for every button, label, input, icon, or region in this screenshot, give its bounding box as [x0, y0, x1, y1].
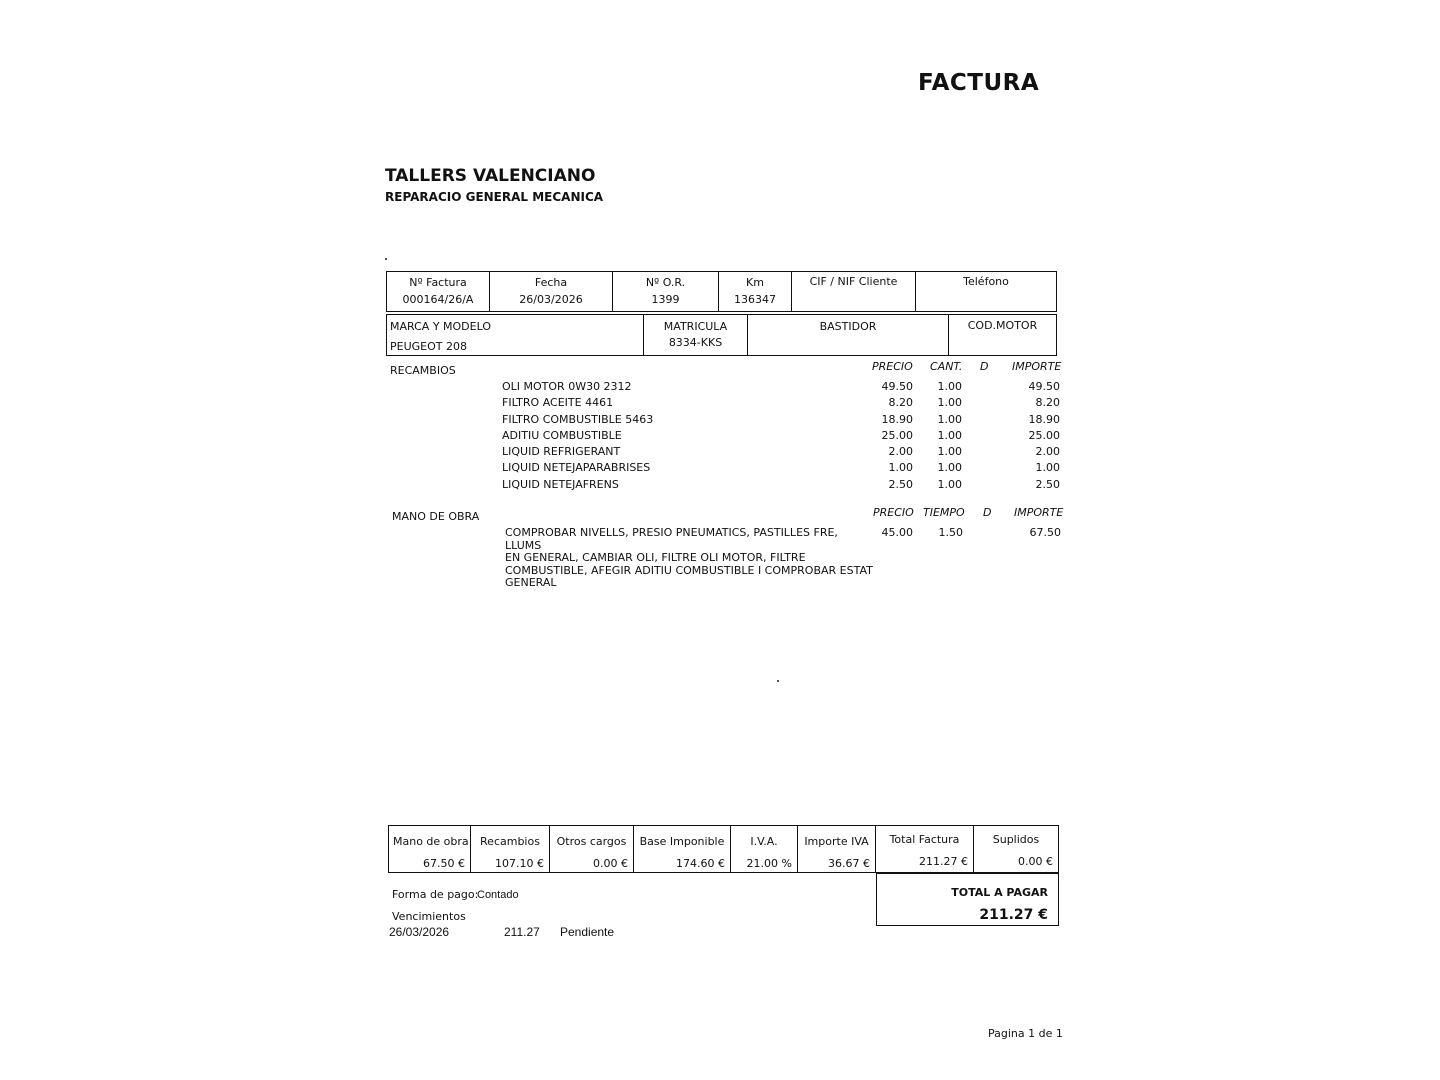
vehicle-model-label: MARCA Y MODELO — [390, 320, 491, 333]
payment-method-value: Contado — [477, 889, 519, 901]
parts-col-qty: CANT. — [930, 360, 963, 373]
totals-cell-labor — [389, 826, 471, 872]
part-qty: 1.00 — [937, 413, 962, 426]
totals-value: 21.00 % — [746, 857, 792, 870]
header-label: Km — [746, 276, 764, 289]
totals-value: 107.10 € — [495, 857, 544, 870]
totals-table — [388, 825, 1059, 873]
part-amount: 8.20 — [1035, 396, 1060, 409]
part-price: 25.00 — [881, 429, 913, 442]
vehicle-cell-model — [387, 315, 644, 355]
part-amount: 2.50 — [1035, 478, 1060, 491]
header-cell-date — [490, 272, 613, 311]
labor-time: 1.50 — [938, 526, 963, 539]
plate-label: MATRICULA — [663, 320, 728, 333]
totals-label: I.V.A. — [750, 835, 778, 848]
header-value: 000164/26/A — [402, 293, 474, 306]
due-dates-label: Vencimientos — [392, 910, 466, 923]
invoice-title: FACTURA — [918, 70, 1040, 96]
labor-description-line: COMPROBAR NIVELLS, PRESIO PNEUMATICS, PASTILLES FRE, LLUMS — [505, 526, 838, 552]
due-amount: 211.27 — [504, 925, 540, 939]
parts-col-price: PRECIO — [872, 360, 913, 373]
totals-value: 36.67 € — [828, 857, 870, 870]
labor-description-line: COMBUSTIBLE, AFEGIR ADITIU COMBUSTIBLE I COMPROBAR ESTAT — [505, 563, 873, 577]
plate-value: 8334-KKS — [668, 336, 723, 349]
part-description: FILTRO COMBUSTIBLE 5463 — [502, 413, 654, 426]
labor-section-label: MANO DE OBRA — [392, 510, 480, 523]
part-qty: 1.00 — [937, 445, 962, 458]
totals-cell-invoice-total — [876, 826, 974, 872]
header-value: 136347 — [734, 293, 776, 306]
header-label: Nº O.R. — [645, 276, 686, 289]
labor-price: 45.00 — [881, 526, 913, 539]
part-description: OLI MOTOR 0W30 2312 — [502, 380, 632, 393]
totals-value: 67.50 € — [423, 857, 465, 870]
header-cell-phone — [916, 272, 1056, 311]
labor-description — [505, 527, 875, 590]
vehicle-cell-plate — [644, 315, 748, 355]
totals-value: 211.27 € — [919, 855, 968, 868]
payment-method-label: Forma de pago: — [392, 888, 479, 901]
chassis-label: BASTIDOR — [819, 320, 877, 333]
header-cell-invoice-number — [387, 272, 490, 311]
totals-label: Total Factura — [889, 833, 960, 846]
parts-section-label: RECAMBIOS — [390, 364, 456, 377]
totals-cell-other — [550, 826, 634, 872]
part-price: 18.90 — [881, 413, 913, 426]
part-amount: 2.00 — [1035, 445, 1060, 458]
part-price: 2.50 — [888, 478, 913, 491]
totals-cell-parts — [471, 826, 550, 872]
totals-label: Mano de obra — [393, 835, 469, 848]
header-cell-or-number — [613, 272, 719, 311]
totals-value: 174.60 € — [676, 857, 725, 870]
totals-label: Importe IVA — [804, 835, 869, 848]
header-value: 1399 — [651, 293, 680, 306]
scan-speck — [385, 258, 387, 260]
part-description: LIQUID REFRIGERANT — [502, 445, 621, 458]
page-number: Pagina 1 de 1 — [988, 1027, 1063, 1040]
part-qty: 1.00 — [937, 461, 962, 474]
part-amount: 49.50 — [1028, 380, 1060, 393]
vehicle-cell-engine-code — [949, 315, 1056, 355]
part-price: 1.00 — [888, 461, 913, 474]
part-price: 8.20 — [888, 396, 913, 409]
part-amount: 1.00 — [1035, 461, 1060, 474]
invoice-header-table — [386, 271, 1057, 312]
totals-cell-tax-base — [634, 826, 731, 872]
part-price: 2.00 — [888, 445, 913, 458]
due-date: 26/03/2026 — [389, 925, 450, 939]
engine-code-label: COD.MOTOR — [967, 319, 1038, 332]
part-description: LIQUID NETEJAPARABRISES — [502, 461, 651, 474]
vehicle-cell-chassis — [748, 315, 949, 355]
part-description: ADITIU COMBUSTIBLE — [502, 429, 622, 442]
totals-label: Suplidos — [992, 833, 1040, 846]
labor-col-time: TIEMPO — [923, 506, 965, 519]
totals-cell-vat-rate — [731, 826, 798, 872]
part-qty: 1.00 — [937, 429, 962, 442]
total-due-box — [876, 873, 1059, 926]
labor-col-price: PRECIO — [873, 506, 914, 519]
labor-description-line: EN GENERAL, CAMBIAR OLI, FILTRE OLI MOTOR, FILTRE — [505, 551, 806, 564]
total-due-value: 211.27 € — [979, 907, 1048, 923]
header-cell-km — [719, 272, 792, 311]
part-description: FILTRO ACEITE 4461 — [502, 396, 614, 409]
company-name: TALLERS VALENCIANO — [385, 166, 596, 186]
totals-label: Recambios — [480, 835, 540, 848]
header-value: 26/03/2026 — [519, 293, 583, 306]
totals-cell-supplies — [974, 826, 1058, 872]
total-due-label: TOTAL A PAGAR — [951, 886, 1048, 899]
totals-value: 0.00 € — [1018, 855, 1053, 868]
company-subtitle: REPARACIO GENERAL MECANICA — [385, 190, 604, 204]
parts-col-amount: IMPORTE — [1012, 360, 1062, 373]
part-amount: 25.00 — [1028, 429, 1060, 442]
part-amount: 18.90 — [1028, 413, 1060, 426]
labor-col-discount: D — [983, 506, 992, 519]
header-label: Teléfono — [963, 275, 1009, 288]
part-price: 49.50 — [881, 380, 913, 393]
labor-amount: 67.50 — [1029, 526, 1061, 539]
totals-value: 0.00 € — [593, 857, 628, 870]
part-qty: 1.00 — [937, 396, 962, 409]
part-qty: 1.00 — [937, 478, 962, 491]
vehicle-table — [386, 314, 1057, 356]
labor-description-line: GENERAL — [505, 576, 557, 589]
header-label: CIF / NIF Cliente — [809, 275, 898, 288]
parts-col-discount: D — [980, 360, 989, 373]
header-label: Nº Factura — [409, 276, 467, 289]
header-cell-client-id — [792, 272, 916, 311]
labor-col-amount: IMPORTE — [1014, 506, 1064, 519]
due-status: Pendiente — [560, 925, 615, 939]
totals-label: Otros cargos — [556, 835, 627, 848]
header-label: Fecha — [534, 276, 568, 289]
part-description: LIQUID NETEJAFRENS — [502, 478, 619, 491]
vehicle-model-value: PEUGEOT 208 — [390, 340, 467, 353]
part-qty: 1.00 — [937, 380, 962, 393]
totals-cell-vat-amount — [798, 826, 876, 872]
totals-label: Base Imponible — [639, 835, 725, 848]
scan-speck — [777, 680, 779, 682]
